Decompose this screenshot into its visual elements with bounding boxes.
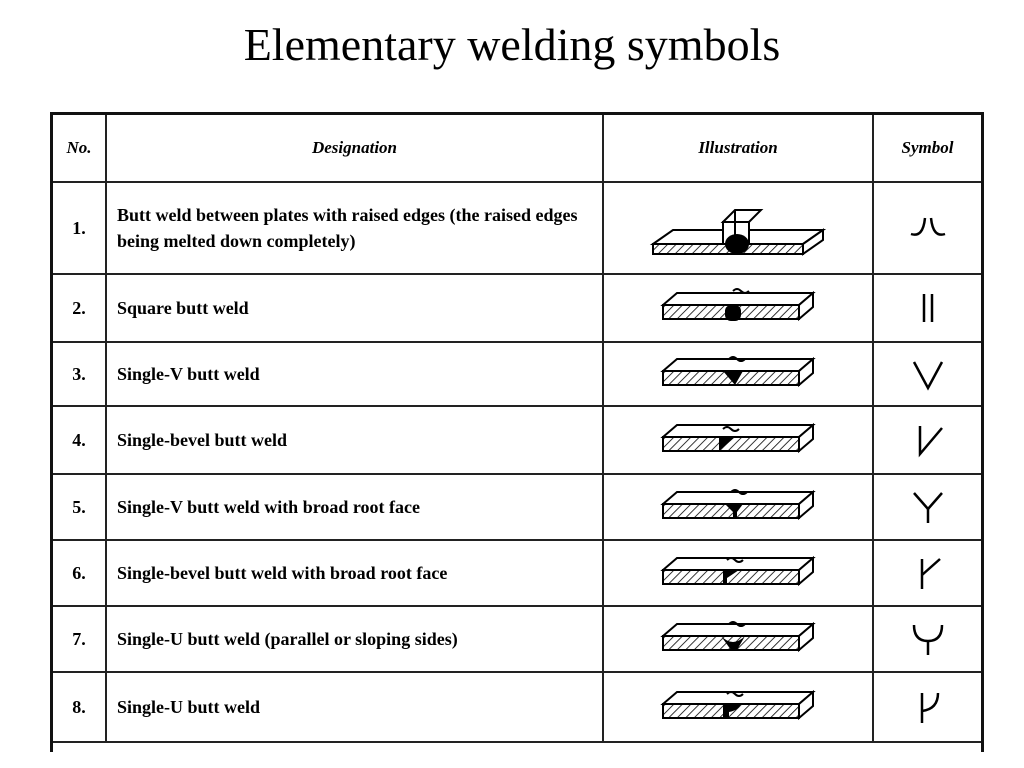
row-number: 6. [53,540,106,606]
header-no: No. [53,115,106,182]
table-row [53,182,981,274]
weld-illustration [603,606,873,672]
single-j-weld-icon [873,672,981,742]
weld-illustration [603,182,873,274]
single-bevel-broad-root-icon [873,540,981,606]
row-designation: Single-V butt weld [106,342,603,406]
single-v-weld-icon [873,342,981,406]
table-row [53,406,981,474]
page-title: Elementary welding symbols [243,19,781,70]
header-illustration: Illustration [603,115,873,182]
single-bevel-weld-icon [873,406,981,474]
row-number: 1. [53,182,106,274]
row-number: 8. [53,672,106,742]
row-number: 7. [53,606,106,672]
table-row [53,474,981,540]
table-header-row [53,115,981,182]
table-row [53,540,981,606]
row-number: 2. [53,274,106,342]
row-designation: Single-bevel butt weld [106,406,603,474]
weld-illustration [603,342,873,406]
weld-illustration [603,474,873,540]
welding-symbols-table [50,112,984,752]
single-u-weld-icon [873,606,981,672]
row-number: 4. [53,406,106,474]
row-designation: Single-bevel butt weld with broad root face [106,540,603,606]
row-designation: Single-U butt weld (parallel or sloping sides) [106,606,603,672]
table-row [53,342,981,406]
table-row [53,274,981,342]
row-designation: Single-V butt weld with broad root face [106,474,603,540]
weld-illustration [603,274,873,342]
weld-illustration [603,540,873,606]
raised-edges-weld-icon [873,182,981,274]
header-designation: Designation [106,115,603,182]
weld-illustration [603,406,873,474]
weld-illustration [603,672,873,742]
table-row [53,672,981,742]
row-designation: Single-U butt weld [106,672,603,742]
row-designation: Butt weld between plates with raised edges (the raised edges being melted down completely) [106,182,603,274]
table-row [53,606,981,672]
header-symbol: Symbol [873,115,981,182]
row-designation: Square butt weld [106,274,603,342]
square-butt-weld-icon [873,274,981,342]
single-v-broad-root-icon [873,474,981,540]
row-number: 3. [53,342,106,406]
row-number: 5. [53,474,106,540]
